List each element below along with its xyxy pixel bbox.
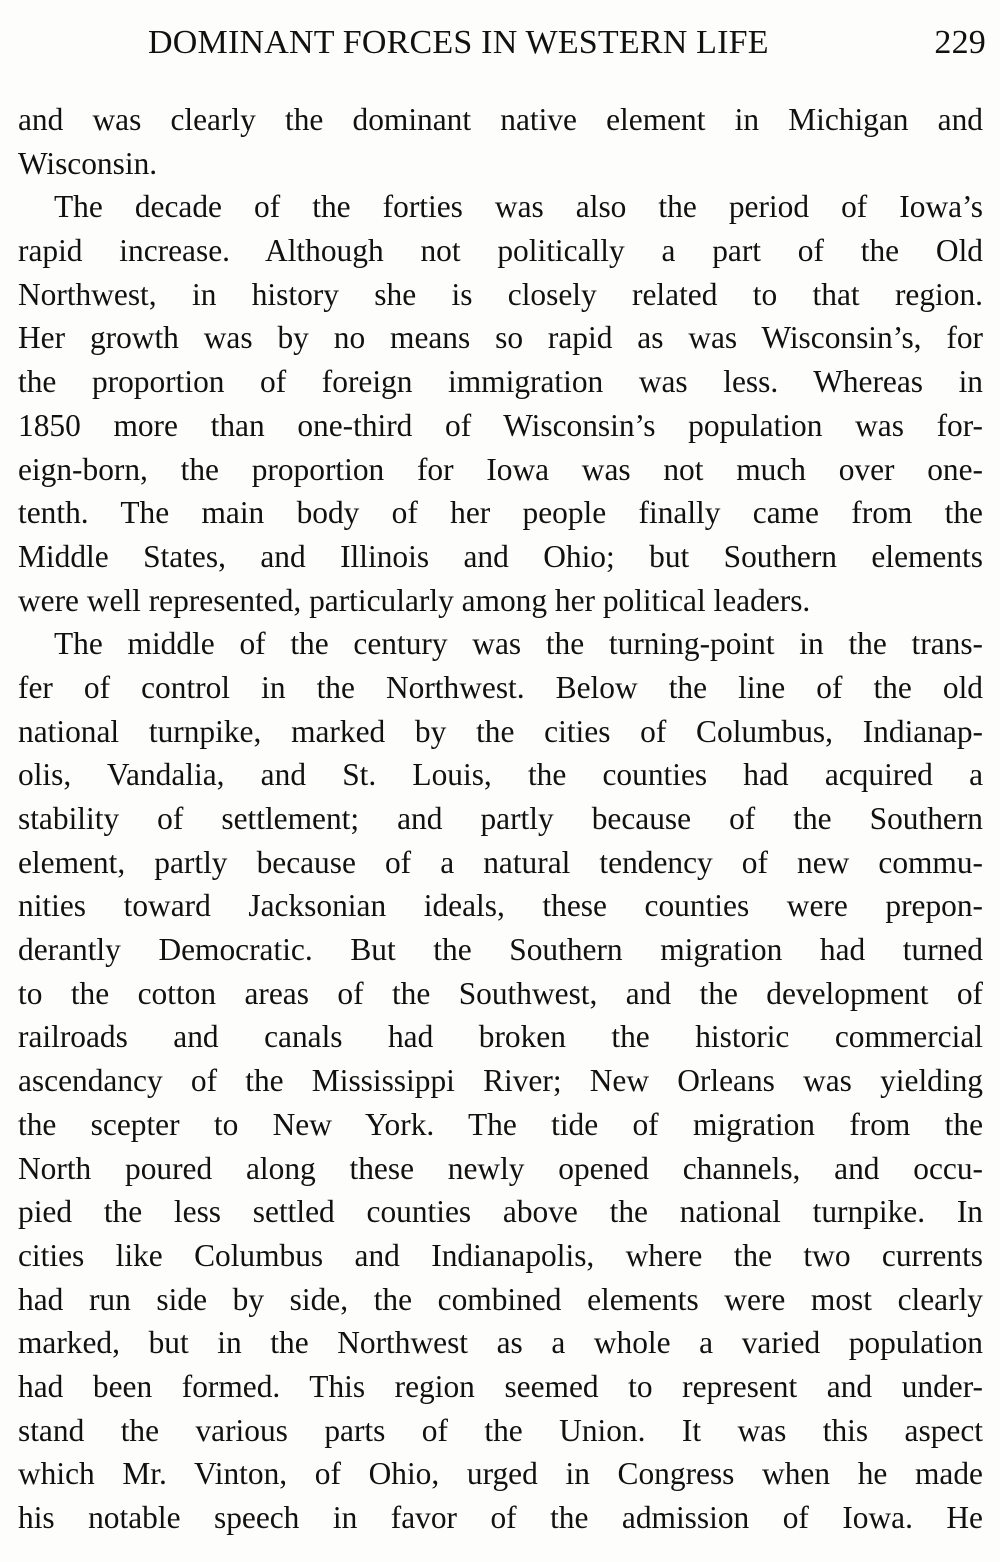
text-line: tenth. The main body of her people finally came from the [18, 495, 983, 531]
text-line: had run side by side, the combined elements were most clearly [18, 1281, 983, 1317]
text-line: which Mr. Vinton, of Ohio, urged in Congress when he made [18, 1456, 983, 1492]
text-line: and was clearly the dominant native element in Michigan and [18, 102, 983, 137]
text-line: pied the less settled counties above the national turnpike. In [18, 1194, 983, 1230]
text-line: element, partly because of a natural tendency of new commu- [18, 844, 983, 880]
text-line: Middle States, and Illinois and Ohio; but Southern elements [18, 538, 983, 574]
text-line: to the cotton areas of the Southwest, and the development of [18, 975, 983, 1011]
running-head [20, 18, 986, 68]
text-line: stand the various parts of the Union. It was this aspect [18, 1412, 983, 1448]
text-line: railroads and canals had broken the historic commercial [18, 1019, 983, 1055]
text-line: cities like Columbus and Indianapolis, where the two currents [18, 1237, 983, 1273]
body-text [18, 98, 983, 1540]
text-line: marked, but in the Northwest as a whole a varied population [18, 1325, 983, 1361]
text-line: his notable speech in favor of the admission of Iowa. He [18, 1500, 983, 1535]
running-title: DOMINANT FORCES IN WESTERN LIFE [148, 24, 769, 61]
text-line: ascendancy of the Mississippi River; New Orleans was yielding [18, 1063, 983, 1099]
text-line: Wisconsin. [18, 145, 158, 181]
text-line: stability of settlement; and partly because of the Southern [18, 801, 983, 836]
text-line: Northwest, in history she is closely related to that region. [18, 276, 983, 312]
text-line: 1850 more than one-third of Wisconsin’s population was for- [18, 407, 983, 443]
text-line: nities toward Jacksonian ideals, these counties were prepon- [18, 888, 983, 924]
text-line: The middle of the century was the turning-point in the trans- [54, 626, 983, 662]
text-line: olis, Vandalia, and St. Louis, the counties had acquired a [18, 757, 983, 793]
text-line: the scepter to New York. The tide of migration from the [18, 1106, 983, 1142]
text-line: The decade of the forties was also the period of Iowa’s [54, 189, 983, 225]
page-number: 229 [934, 24, 986, 61]
text-line: the proportion of foreign immigration was less. Whereas in [18, 364, 983, 400]
text-line: North poured along these newly opened channels, and occu- [18, 1150, 983, 1186]
text-line: derantly Democratic. But the Southern migration had turned [18, 932, 983, 968]
text-line: eign-born, the proportion for Iowa was not much over one- [18, 451, 983, 487]
text-line: Her growth was by no means so rapid as was Wisconsin’s, for [18, 320, 983, 356]
text-line: national turnpike, marked by the cities of Columbus, Indianap- [18, 713, 983, 749]
text-line: rapid increase. Although not politically a part of the Old [18, 233, 983, 269]
text-line: had been formed. This region seemed to represent and under- [18, 1368, 983, 1404]
text-line: fer of control in the Northwest. Below the line of the old [18, 669, 983, 705]
text-line: were well represented, particularly among her political leaders. [18, 582, 811, 618]
